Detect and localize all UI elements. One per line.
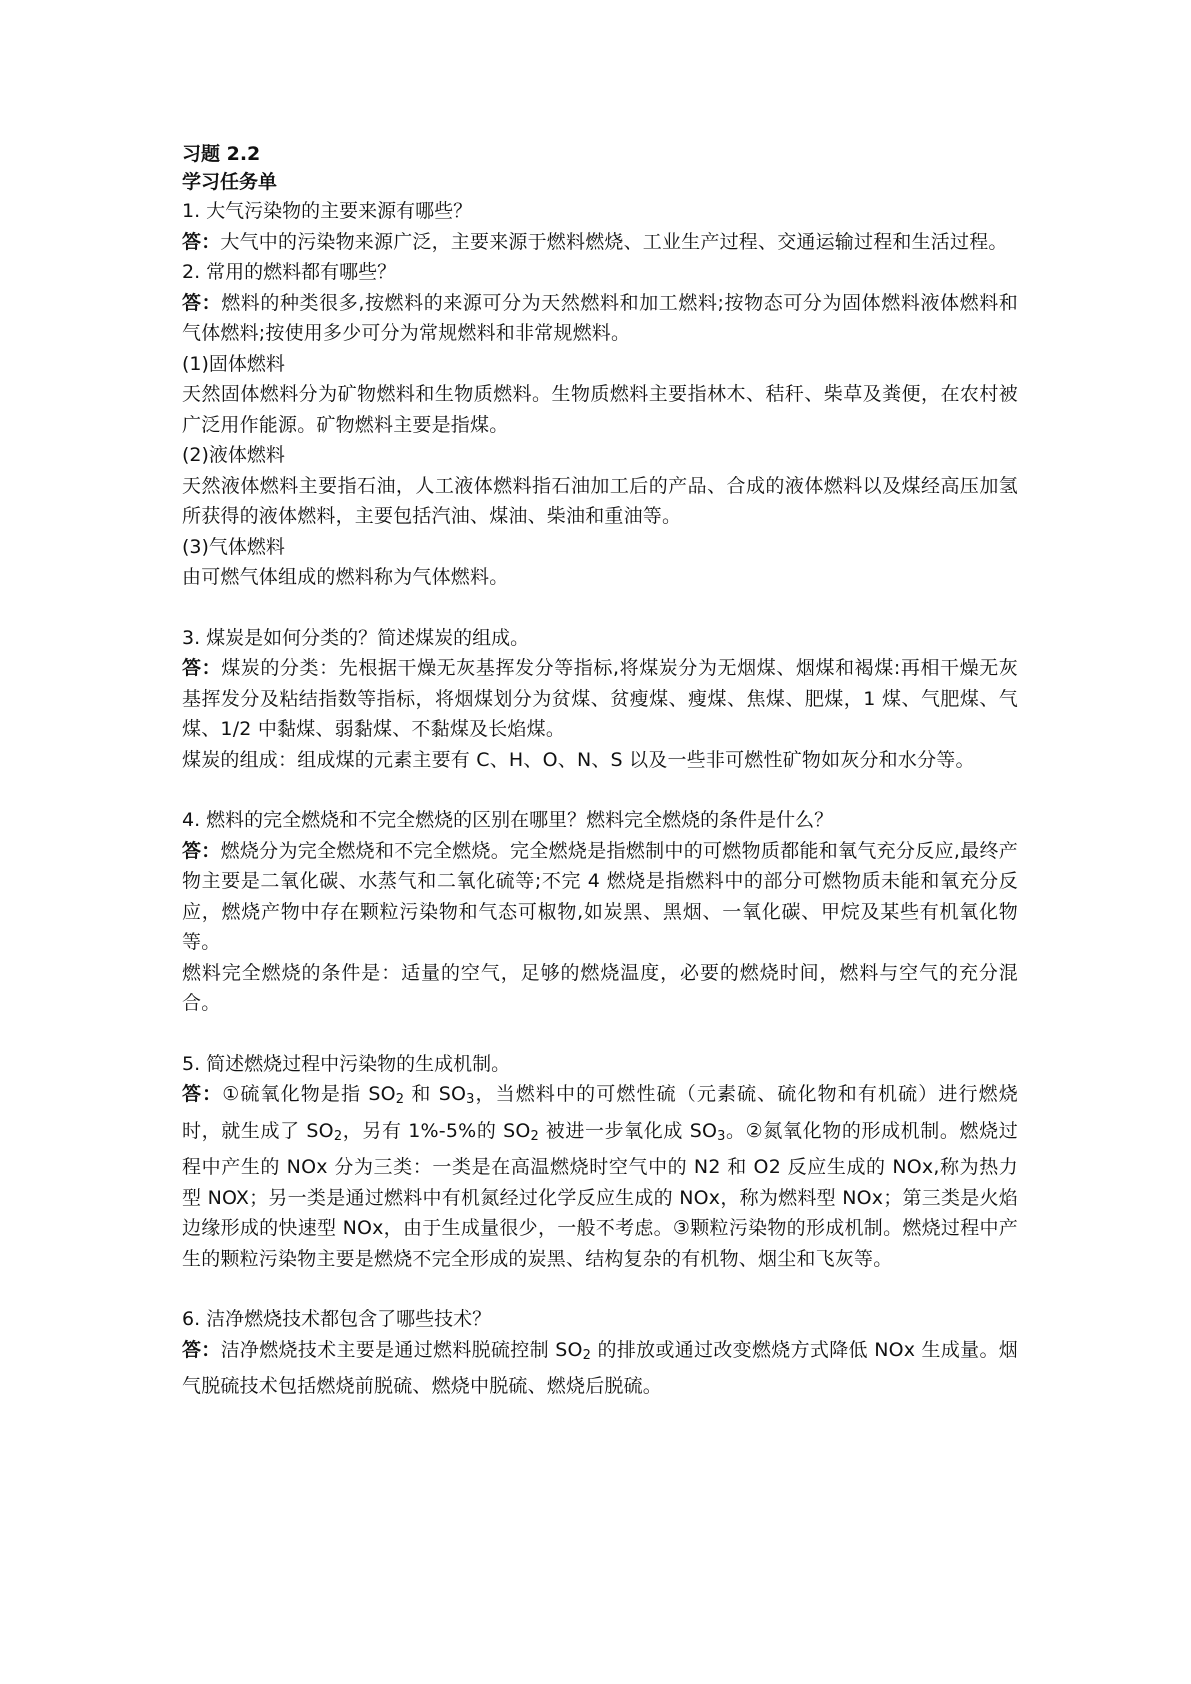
answer-1 (182, 227, 1018, 258)
answer-text: 大气中的污染物来源广泛，主要来源于燃料燃烧、工业生产过程、交通运输过程和生活过程。 (220, 230, 1008, 253)
answer-label: 答： (182, 1338, 221, 1361)
answer-text: 。②氮氧化物的形成机制。燃烧过程中产生的 NOx 分为三类：一类是在高温燃烧时空气中的 N2 和 O2 反应生成的 NOx,称为热力型 NOX；另一类是通过燃料中有机氮经过化学反应生成的 NOx，称为燃料型 NOx；第三类是火焰边缘形成的快速型 NOx，由于生成量很少，一般不考虑。③颗粒污染物的形成机制。燃烧过程中产生的颗粒污染物主要是燃烧不完全形成的炭黑、结构复杂的有机物、烟尘和飞灰等。 (182, 1119, 1019, 1270)
answer-label: 答： (182, 657, 222, 679)
question-4: 4. 燃料的完全燃烧和不完全燃烧的区别在哪里？燃料完全燃烧的条件是什么？ (182, 809, 834, 831)
answer-5 (182, 1079, 1018, 1274)
answer-4 (182, 836, 1018, 958)
subscript: 2 (395, 1092, 405, 1107)
answer-3 (182, 653, 1018, 745)
answer-text: 煤炭的分类：先根据干燥无灰基挥发分等指标,将煤炭分为无烟煤、烟煤和褐煤:再相干燥无灰基挥发分及粘结指数等指标，将烟煤划分为贫煤、贫瘦煤、瘦煤、焦煤、肥煤，1 煤、气肥煤、气煤、1/2 中黏煤、弱黏煤、不黏煤及长焰煤。 (182, 657, 1019, 740)
answer-label: 答： (182, 291, 222, 314)
answer-3-composition: 煤炭的组成：组成煤的元素主要有 C、H、O、N、S 以及一些非可燃性矿物如灰分和水分等。 (182, 748, 975, 771)
answer-2 (182, 288, 1018, 349)
subscript: 3 (466, 1092, 475, 1107)
answer-text: ，当燃料中的可燃性硫（元素硫、硫化物和有机硫）进行燃烧时，就生成了 SO (182, 1083, 1018, 1142)
exercise-title: 习题 2.2 (182, 143, 261, 165)
spacer (182, 1274, 1018, 1304)
task-sheet-title: 学习任务单 (182, 171, 278, 193)
spacer (182, 1019, 1018, 1049)
subsection-solid-title: (1)固体燃料 (182, 352, 285, 375)
answer-label: 答： (182, 230, 221, 253)
answer-4-conditions: 燃料完全燃烧的条件是：适量的空气，足够的燃烧温度，必要的燃烧时间，燃料与空气的充分混合。 (182, 961, 1018, 1014)
subscript: 3 (717, 1128, 726, 1144)
question-6: 6. 洁净燃烧技术都包含了哪些技术？ (182, 1308, 492, 1330)
subsection-gas-title: (3)气体燃料 (182, 535, 285, 558)
answer-text: ①硫氧化物是指 SO (222, 1083, 396, 1105)
subsection-liquid-title: (2)液体燃料 (182, 444, 285, 466)
answer-label: 答： (182, 1083, 223, 1105)
question-5: 5. 简述燃烧过程中污染物的生成机制。 (182, 1052, 511, 1075)
answer-text: 和 SO (404, 1083, 467, 1105)
spacer (182, 593, 1018, 623)
answer-text: ，另有 1%-5%的 SO (342, 1119, 531, 1142)
answer-text: 被进一步氧化成 SO (539, 1119, 718, 1142)
answer-text: 燃料的种类很多,按燃料的来源可分为天然燃料和加工燃料;按物态可分为固体燃料液体燃料和气体燃料;按使用多少可分为常规燃料和非常规燃料。 (182, 291, 1019, 344)
spacer (182, 775, 1018, 805)
answer-text: 洁净燃烧技术主要是通过燃料脱硫控制 SO (220, 1338, 583, 1361)
subscript: 2 (582, 1347, 592, 1363)
question-2: 2. 常用的燃料都有哪些？ (182, 261, 397, 283)
subscript: 2 (333, 1128, 343, 1144)
subscript: 2 (530, 1128, 540, 1144)
question-1: 1. 大气污染物的主要来源有哪些？ (182, 200, 473, 222)
answer-label: 答： (182, 839, 221, 862)
subsection-liquid-text: 天然液体燃料主要指石油，人工液体燃料指石油加工后的产品、合成的液体燃料以及煤经高压加氢所获得的液体燃料，主要包括汽油、煤油、柴油和重油等。 (182, 474, 1018, 527)
document-page (182, 140, 1018, 1402)
answer-text: 燃烧分为完全燃烧和不完全燃烧。完全燃烧是指燃制中的可燃物质都能和氧气充分反应,最终产物主要是二氧化碳、水蒸气和二氧化硫等;不完 4 燃烧是指燃料中的部分可燃物质未能和氧充分反应，燃烧产物中存在颗粒污染物和气态可椒物,如炭黑、黑烟、一氧化碳、甲烷及某些有机氧化物等。 (182, 839, 1018, 953)
subsection-gas-text: 由可燃气体组成的燃料称为气体燃料。 (182, 566, 509, 588)
subsection-solid-text: 天然固体燃料分为矿物燃料和生物质燃料。生物质燃料主要指林木、秸秆、柴草及粪便，在农村被广泛用作能源。矿物燃料主要是指煤。 (182, 383, 1018, 436)
answer-6 (182, 1335, 1018, 1402)
answer-text: 的排放或通过改变燃烧方式降低 NOx 生成量。烟气脱硫技术包括燃烧前脱硫、燃烧中脱硫、燃烧后脱硫。 (182, 1338, 1018, 1397)
question-3: 3. 煤炭是如何分类的？简述煤炭的组成。 (182, 626, 530, 649)
